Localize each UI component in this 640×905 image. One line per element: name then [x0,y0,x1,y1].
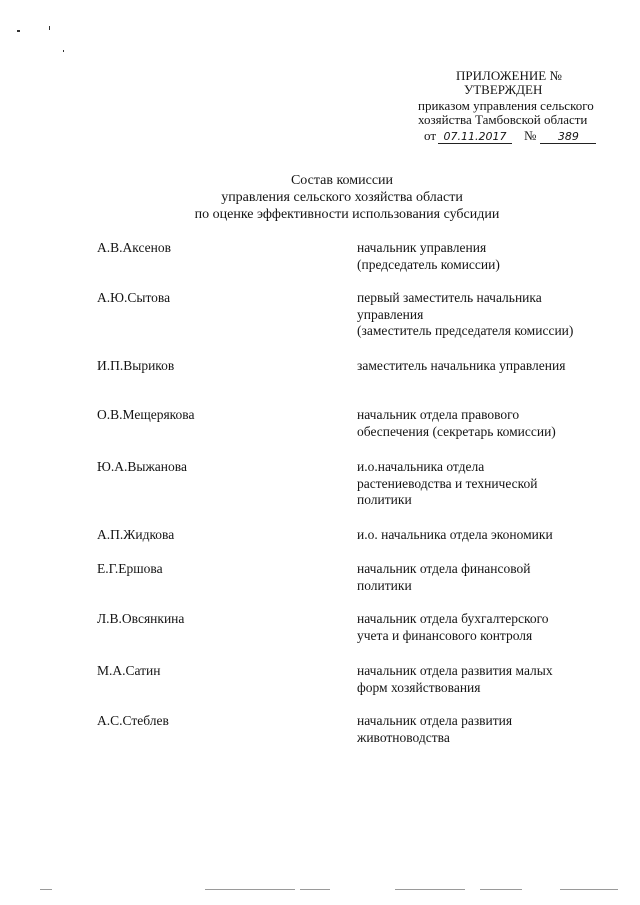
member-name: А.П.Жидкова [97,527,175,542]
scan-artifact [480,889,522,890]
order-line-1: приказом управления сельского [418,98,594,113]
appendix-label: ПРИЛОЖЕНИЕ № [456,68,562,83]
scan-speck [49,26,50,30]
member-name: М.А.Сатин [97,663,161,678]
member-role: первый заместитель начальника управления (заместитель председателя комиссии) [357,290,574,338]
member-role: заместитель начальника управления [357,358,566,373]
number-prefix: № [524,128,537,143]
member-name: И.П.Выриков [97,358,175,373]
member-role: начальник отдела бухгалтерского учета и финансового контроля [357,611,549,643]
member-role: начальник управления (председатель комиссии) [357,240,500,272]
title-line-1: Состав комиссии [290,173,394,188]
member-name: А.С.Стеблев [97,713,169,728]
member-name: А.В.Аксенов [97,240,171,255]
member-name: Е.Г.Ершова [97,561,163,576]
scan-artifact [40,889,52,890]
scan-artifact [205,889,295,890]
approved-label: УТВЕРЖДЕН [464,82,543,97]
member-name: А.Ю.Сытова [97,290,171,305]
member-role: начальник отдела правового обеспечения (секретарь комиссии) [357,407,556,439]
scan-speck [63,50,64,52]
order-date: 07.11.2017 [438,131,512,144]
scan-speck [17,30,20,32]
scan-artifact [300,889,330,890]
scan-artifact [560,889,618,890]
document-title [0,172,640,223]
scan-artifact [395,889,465,890]
member-name: О.В.Мещерякова [97,407,195,422]
member-name: Ю.А.Выжанова [97,459,187,474]
order-line-2: хозяйства Тамбовской области [418,112,588,127]
member-role: начальник отдела развития животноводства [357,713,513,745]
title-line-3: по оценке эффективности использования субсидии [194,207,500,222]
member-role: начальник отдела финансовой политики [357,561,531,593]
order-number: 389 [540,131,596,144]
member-name: Л.В.Овсянкина [97,611,185,626]
member-role: и.о. начальника отдела экономики [357,527,553,542]
member-role: начальник отдела развития малых форм хозяйствования [357,663,553,695]
member-role: и.о.начальника отдела растениеводства и технической политики [357,459,538,507]
date-prefix: от [424,128,437,143]
order-date-number-line [424,128,596,144]
title-line-2: управления сельского хозяйства области [221,190,463,205]
